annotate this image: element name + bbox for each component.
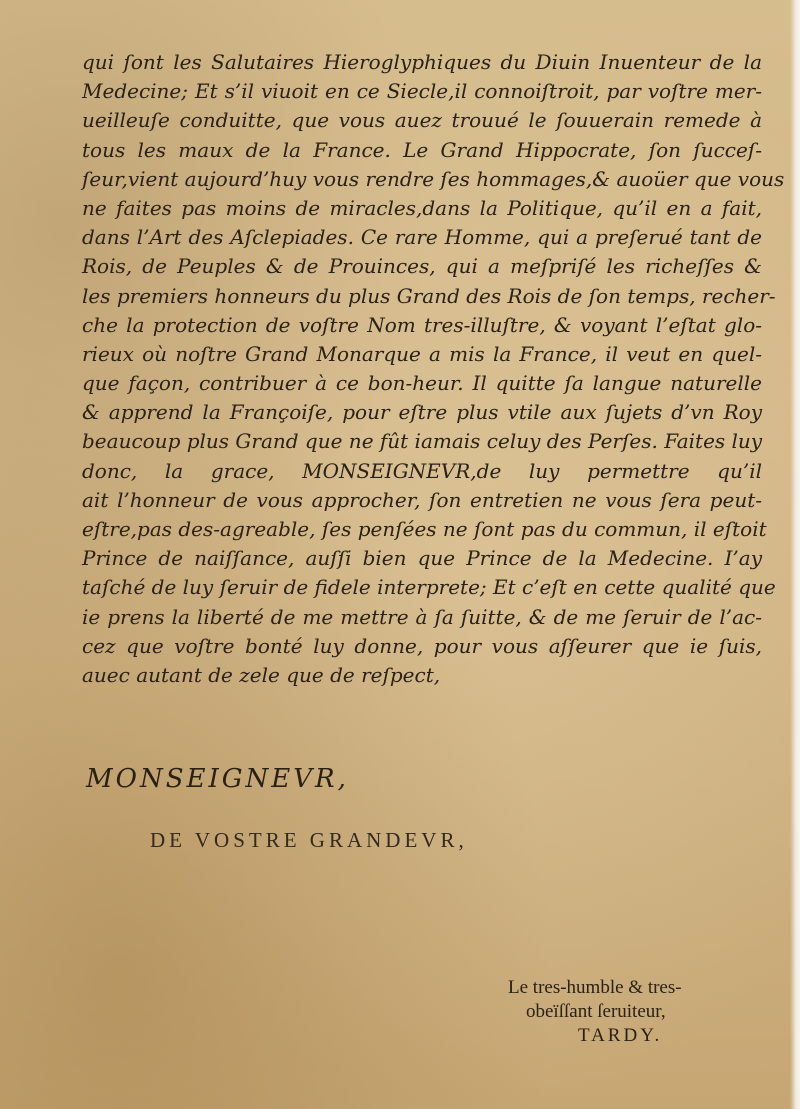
body-line: auec autant de zele que de reſpect, (82, 662, 441, 687)
grandeur-line: DE VOSTRE GRANDEVR, (150, 828, 468, 852)
body-line: que façon, contribuer à ce bon-heur. Il quitte ſa langue naturelle (82, 371, 762, 396)
signature: TARDY. (578, 1025, 663, 1046)
body-line: qui ſont les Salutaires Hieroglyphiques du Diuin Inuenteur de la (82, 50, 762, 74)
body-line: ſeur,vient aujourd’huy vous rendre ſes hommages,& auoüer que vous (82, 166, 785, 191)
body-line: ait l’honneur de vous approcher, ſon entretien ne vous ſera peut- (82, 487, 762, 512)
body-line: Medecine; Et s’il viuoit en ce Siecle,il connoiſtroit, par voſtre mer- (82, 79, 762, 104)
body-line: ueilleuſe conduitte, que vous auez trouué le ſouuerain remede à (82, 108, 762, 133)
body-line: & apprend la Françoiſe, pour eſtre plus vtile aux ſujets d’vn Roy (82, 400, 762, 425)
body-line: beaucoup plus Grand que ne fût iamais celuy des Perſes. Faites luy (82, 429, 763, 454)
body-line: ne faites pas moins de miracles,dans la Politique, qu’il en a fait, (82, 195, 762, 220)
body-line: rieux où noſtre Grand Monarque a mis la France, il veut en quel- (82, 341, 762, 366)
closing-signature-block (508, 976, 758, 1048)
dedication-body (82, 48, 785, 690)
body-line: Rois, de Peuples & de Prouinces, qui a meſpriſé les richeſſes & (82, 254, 762, 279)
body-line: ie prens la liberté de me mettre à ſa ſuitte, & de me ſeruir de l’ac- (82, 604, 762, 629)
body-line: eſtre,pas des-agreable, ſes penſées ne ſont pas du commun, il eſtoit (82, 517, 767, 541)
page-edge (790, 0, 800, 1109)
body-line: che la protection de voſtre Nom tres-illuſtre, & voyant l’eſtat glo- (82, 312, 762, 337)
body-line: tous les maux de la France. Le Grand Hippocrate, ſon ſucceſ- (82, 137, 762, 162)
body-line: cez que voſtre bonté luy donne, pour vous aſſeurer que ie ſuis, (82, 633, 762, 658)
body-line: Prince de naiſſance, auſſi bien que Prince de la Medecine. I’ay (82, 546, 762, 571)
body-line: donc, la grace, MONSEIGNEVR,de luy permettre qu’il (82, 458, 762, 483)
salutation: MONSEIGNEVR, (86, 764, 349, 794)
body-line: les premiers honneurs du plus Grand des Rois de ſon temps, recher- (82, 283, 776, 308)
closing-line: Le tres-humble & tres- (508, 977, 682, 998)
body-line: dans l’Art des Aſclepiades. Ce rare Homme, qui a preſerué tant de (82, 225, 762, 250)
closing-line: obeïſſant ſeruiteur, (526, 1001, 666, 1022)
body-line: taſché de luy ſeruir de fidele interprete; Et c’eſt en cette qualité que (82, 575, 776, 600)
